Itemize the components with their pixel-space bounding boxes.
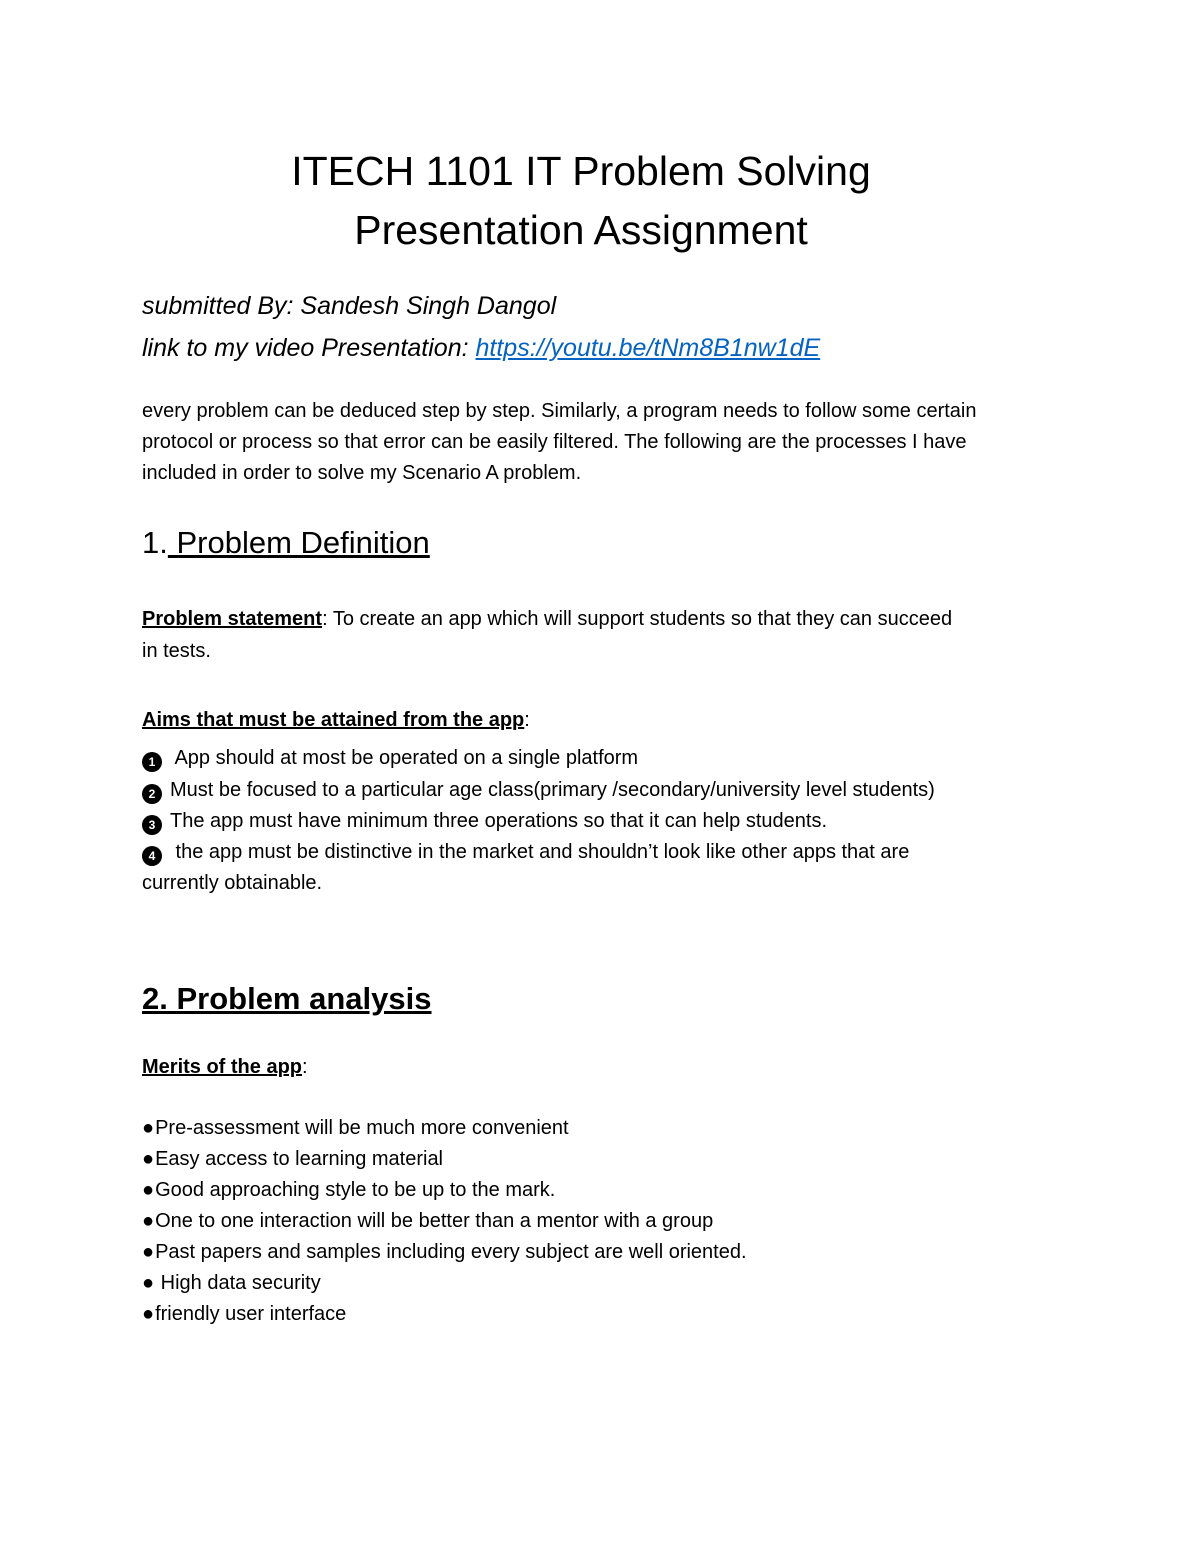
bullet-icon: ● (142, 1148, 155, 1170)
document-subtitle: Presentation Assignment (354, 207, 808, 253)
section1-number: 1. (142, 525, 168, 560)
bullet-icon: ● (142, 1179, 155, 1201)
aim-continuation: currently obtainable. (142, 872, 323, 894)
merits-colon: : (302, 1056, 308, 1078)
merit-text: One to one interaction will be better than a mentor with a group (155, 1210, 714, 1232)
video-link[interactable]: https://youtu.be/tNm8B1nw1dE (475, 334, 821, 362)
bullet-icon: ● (142, 1117, 155, 1139)
merit-item (142, 1303, 346, 1326)
aim-item (142, 810, 827, 835)
aims-label: Aims that must be attained from the app (142, 709, 525, 731)
bullet-icon: ● (142, 1303, 155, 1325)
aim-item (142, 779, 935, 804)
submitted-by: submitted By: Sandesh Singh Dangol (142, 292, 557, 320)
problem-statement-line-2: in tests. (142, 640, 211, 662)
merit-item (142, 1117, 569, 1140)
merit-item (142, 1148, 443, 1171)
merit-item (142, 1179, 555, 1202)
problem-statement-text: : To create an app which will support students so that they can succeed (322, 608, 953, 630)
numbered-circle-icon: 2 (142, 784, 162, 804)
merits-label: Merits of the app (142, 1056, 303, 1078)
aim-item (142, 841, 909, 866)
intro-line-3: included in order to solve my Scenario A problem. (142, 462, 582, 484)
bullet-icon: ● (142, 1241, 155, 1263)
aim-item (142, 747, 638, 772)
problem-statement-label: Problem statement (142, 608, 323, 630)
aim-text: The app must have minimum three operations so that it can help students. (170, 810, 828, 832)
numbered-circle-icon: 4 (142, 846, 162, 866)
intro-line-1: every problem can be deduced step by step. Similarly, a program needs to follow some certain (142, 400, 977, 422)
bullet-icon: ● (142, 1210, 155, 1232)
merit-item (142, 1272, 321, 1295)
merit-text: friendly user interface (155, 1303, 347, 1325)
document-title: ITECH 1101 IT Problem Solving (291, 148, 871, 194)
section1-title: Problem Definition (167, 525, 430, 560)
problem-statement-line-1 (142, 608, 952, 631)
merit-text: Pre-assessment will be much more convenient (155, 1117, 569, 1139)
merit-text: Easy access to learning material (155, 1148, 444, 1170)
aims-heading (142, 709, 530, 732)
video-link-prefix: link to my video Presentation: (142, 334, 476, 362)
numbered-circle-icon: 1 (142, 752, 162, 772)
merit-item (142, 1241, 747, 1264)
merit-text: High data security (155, 1272, 321, 1294)
merits-heading (142, 1056, 308, 1079)
section1-heading (142, 525, 430, 561)
bullet-icon: ● (142, 1272, 155, 1294)
aim-text: the app must be distinctive in the market and shouldn’t look like other apps that are (170, 841, 910, 863)
merit-item (142, 1210, 713, 1233)
numbered-circle-icon: 3 (142, 815, 162, 835)
video-line (142, 334, 820, 363)
aim-text: App should at most be operated on a single platform (170, 747, 639, 769)
merit-text: Past papers and samples including every subject are well oriented. (155, 1241, 747, 1263)
aims-colon: : (524, 709, 530, 731)
aim-text: Must be focused to a particular age class(primary /secondary/university level students) (170, 779, 935, 801)
section2-heading: 2. Problem analysis (142, 981, 432, 1016)
intro-line-2: protocol or process so that error can be easily filtered. The following are the processes I have (142, 431, 967, 453)
merit-text: Good approaching style to be up to the mark. (155, 1179, 556, 1201)
